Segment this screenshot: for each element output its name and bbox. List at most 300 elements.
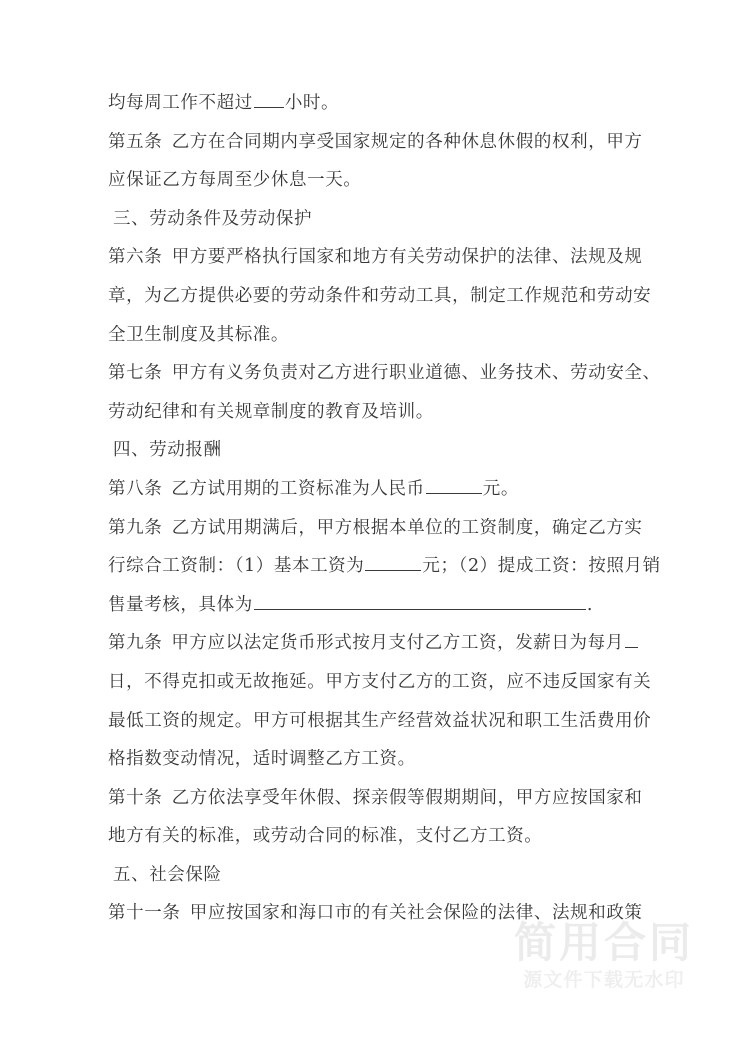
glyph: 的 <box>497 247 516 268</box>
glyph: 一 <box>144 903 163 924</box>
glyph: 业 <box>479 363 498 384</box>
glyph: 价 <box>633 710 652 731</box>
glyph: 和 <box>506 710 525 731</box>
glyph: ， <box>488 671 507 692</box>
text-run: 行综合工资制：（1）基本工资为 <box>108 556 365 577</box>
text-run: 五、社会保险 <box>113 864 222 885</box>
glyph: 安 <box>633 285 652 306</box>
glyph: 或 <box>216 671 235 692</box>
text-run: 三、劳动条件及劳动保护 <box>113 208 313 229</box>
glyph: 有 <box>207 363 227 384</box>
glyph: 根 <box>307 710 326 731</box>
glyph: 甲 <box>316 517 335 538</box>
glyph: 效 <box>433 710 453 731</box>
glyph: 策 <box>624 903 643 924</box>
glyph: 道 <box>425 363 444 384</box>
glyph: 方 <box>533 787 552 808</box>
glyph: 方 <box>606 517 625 538</box>
glyph: 延 <box>289 671 308 692</box>
glyph: 对 <box>298 363 317 384</box>
glyph: 状 <box>470 710 489 731</box>
glyph: 乙 <box>171 131 190 152</box>
glyph: 进 <box>352 363 371 384</box>
glyph: 法 <box>497 903 516 924</box>
document-line <box>108 702 652 741</box>
text-run: 格指数变动情况，适时调整乙方工资。 <box>108 749 416 770</box>
glyph: 提 <box>198 285 217 306</box>
glyph: 休 <box>461 131 480 152</box>
glyph: 工 <box>144 710 163 731</box>
text-run: 地方有关的标准，或劳动合同的标准，支付乙方工资。 <box>108 826 543 847</box>
glyph: 支 <box>361 671 380 692</box>
text-run: 售量考核，具体为 <box>108 594 253 615</box>
glyph: 劳 <box>425 247 444 268</box>
glyph: 条 <box>144 363 163 384</box>
glyph: 各 <box>425 131 444 152</box>
glyph: 行 <box>280 247 299 268</box>
glyph: 期 <box>443 787 462 808</box>
glyph: ， <box>452 285 471 306</box>
glyph: 规 <box>624 247 643 268</box>
text-run: 四、劳动报酬 <box>113 440 222 461</box>
glyph: 动 <box>588 363 607 384</box>
glyph: 条 <box>144 131 163 152</box>
document-line <box>108 817 636 856</box>
glyph: 国 <box>244 903 263 924</box>
glyph: 地 <box>352 247 371 268</box>
glyph: 、 <box>461 363 480 384</box>
watermark-main-text: 简用合同 <box>513 918 694 968</box>
glyph: 规 <box>198 710 217 731</box>
fill-in-blank[interactable] <box>254 593 586 610</box>
document-line <box>108 84 636 123</box>
text-run: 劳动纪律和有关规章制度的教育及培训。 <box>108 401 434 422</box>
glyph: 家 <box>316 247 335 268</box>
glyph: 关 <box>407 247 426 268</box>
glyph: 保 <box>443 903 462 924</box>
glyph: 、 <box>533 903 552 924</box>
glyph: 六 <box>126 247 145 268</box>
document-line <box>108 354 661 393</box>
glyph: 甲 <box>515 787 534 808</box>
glyph: 第 <box>108 363 127 384</box>
glyph: 的 <box>533 131 552 152</box>
glyph: 据 <box>325 710 344 731</box>
glyph: 本 <box>389 517 408 538</box>
glyph: 其 <box>343 710 362 731</box>
glyph: 条 <box>162 903 181 924</box>
glyph: 依 <box>207 787 227 808</box>
glyph: 后 <box>280 517 299 538</box>
glyph: 劳 <box>379 285 398 306</box>
glyph: 方 <box>370 247 389 268</box>
document-line <box>108 547 661 586</box>
document-line <box>108 779 643 818</box>
glyph: 按 <box>226 903 245 924</box>
glyph: 经 <box>397 710 416 731</box>
glyph: 应 <box>506 671 525 692</box>
glyph: 条 <box>144 247 163 268</box>
glyph: 假 <box>425 787 444 808</box>
glyph: 要 <box>207 247 227 268</box>
glyph: 工 <box>542 710 561 731</box>
glyph: 法 <box>226 787 245 808</box>
glyph: 无 <box>234 671 253 692</box>
glyph: 会 <box>425 903 444 924</box>
glyph: 生 <box>361 710 380 731</box>
glyph: 和 <box>334 247 353 268</box>
glyph: 度 <box>515 517 534 538</box>
glyph <box>162 123 171 162</box>
glyph: 方 <box>270 710 290 731</box>
glyph: 术 <box>533 363 552 384</box>
glyph: 险 <box>461 903 480 924</box>
glyph: 方 <box>189 131 208 152</box>
glyph: 故 <box>252 671 271 692</box>
glyph: 权 <box>551 131 571 152</box>
glyph: 国 <box>578 671 597 692</box>
glyph: 劳 <box>596 285 616 306</box>
glyph: 条 <box>144 787 163 808</box>
glyph: 休 <box>298 787 317 808</box>
glyph: 亲 <box>370 787 389 808</box>
glyph: 资 <box>470 671 489 692</box>
glyph: 的 <box>443 517 462 538</box>
glyph: 期 <box>244 517 263 538</box>
glyph: 国 <box>334 131 353 152</box>
glyph: 等 <box>407 787 426 808</box>
glyph: 范 <box>560 285 579 306</box>
glyph: 年 <box>280 787 299 808</box>
glyph: 有 <box>370 903 389 924</box>
glyph: 定 <box>389 131 408 152</box>
glyph: 第 <box>108 247 127 268</box>
document-line <box>108 470 636 509</box>
text-run: 全卫生制度及其标准。 <box>108 324 289 345</box>
glyph: 同 <box>244 131 263 152</box>
glyph: 五 <box>126 131 145 152</box>
glyph <box>162 354 171 393</box>
glyph: 和 <box>588 903 607 924</box>
glyph: 劳 <box>289 285 308 306</box>
glyph: 保 <box>461 247 480 268</box>
glyph: 的 <box>270 285 290 306</box>
glyph: 律 <box>515 903 534 924</box>
glyph: 及 <box>606 247 625 268</box>
glyph: 规 <box>370 131 389 152</box>
glyph: 方 <box>415 671 434 692</box>
glyph: 的 <box>433 671 453 692</box>
document-line <box>108 740 636 779</box>
glyph: 乙 <box>171 787 190 808</box>
document-line <box>108 663 652 702</box>
section-heading <box>108 200 636 239</box>
glyph: 具 <box>433 285 453 306</box>
glyph: 甲 <box>325 671 344 692</box>
glyph: 定 <box>488 285 507 306</box>
glyph: 和 <box>280 903 299 924</box>
text-run: 第八条 <box>108 478 163 499</box>
glyph: 方 <box>189 517 208 538</box>
glyph: 、 <box>334 787 353 808</box>
fill-in-blank[interactable] <box>254 91 284 108</box>
glyph: 工 <box>461 517 480 538</box>
glyph: 、 <box>551 363 571 384</box>
glyph: 。 <box>307 671 326 692</box>
glyph: 家 <box>262 903 281 924</box>
glyph: 第 <box>108 903 127 924</box>
glyph: 生 <box>560 710 579 731</box>
glyph: 劳 <box>570 363 589 384</box>
glyph: 应 <box>551 787 571 808</box>
glyph: 十 <box>126 787 145 808</box>
glyph: 合 <box>226 131 245 152</box>
glyph: 拖 <box>270 671 290 692</box>
glyph: 乙 <box>316 363 335 384</box>
glyph: 活 <box>578 710 597 731</box>
glyph: 受 <box>316 131 335 152</box>
glyph: 法 <box>515 247 534 268</box>
glyph: 方 <box>334 517 353 538</box>
glyph: 费 <box>596 710 616 731</box>
glyph: 法 <box>570 247 589 268</box>
section-heading <box>108 856 636 895</box>
glyph: 享 <box>244 787 263 808</box>
glyph: ， <box>298 517 317 538</box>
glyph: 按 <box>570 787 589 808</box>
text-run: 小时。 <box>284 93 340 113</box>
glyph: 确 <box>551 517 571 538</box>
glyph: 利 <box>570 131 589 152</box>
glyph: 违 <box>542 671 561 692</box>
glyph: 德 <box>443 363 462 384</box>
watermark-sub-text: 源文件下载无水印 <box>523 969 685 992</box>
glyph: 义 <box>226 363 245 384</box>
glyph: 不 <box>144 671 163 692</box>
glyph: 规 <box>570 903 589 924</box>
glyph: 实 <box>624 517 643 538</box>
glyph: 海 <box>298 903 317 924</box>
glyph: 工 <box>506 285 525 306</box>
document-line <box>108 894 643 933</box>
glyph: 七 <box>126 363 145 384</box>
fill-in-blank[interactable] <box>365 554 421 571</box>
glyph: 低 <box>126 710 145 731</box>
glyph: 和 <box>578 285 597 306</box>
glyph <box>180 894 189 933</box>
glyph: 责 <box>280 363 299 384</box>
glyph: 乙 <box>588 517 607 538</box>
glyph: 定 <box>570 517 589 538</box>
glyph: 有 <box>615 671 634 692</box>
glyph: 动 <box>397 285 416 306</box>
glyph: 工 <box>415 285 434 306</box>
fill-in-blank[interactable] <box>426 477 482 494</box>
glyph: 家 <box>606 787 625 808</box>
glyph: ， <box>533 517 552 538</box>
glyph: 规 <box>588 247 607 268</box>
glyph: 探 <box>352 787 371 808</box>
text-run: 均每周工作不超过 <box>108 93 253 113</box>
glyph: 期 <box>262 131 281 152</box>
glyph: 社 <box>407 903 426 924</box>
glyph: 休 <box>497 131 516 152</box>
glyph: 满 <box>262 517 281 538</box>
glyph: 法 <box>551 903 571 924</box>
glyph: 内 <box>280 131 299 152</box>
glyph: 第 <box>108 787 127 808</box>
document-line <box>108 393 636 432</box>
glyph: 反 <box>560 671 579 692</box>
glyph: 日 <box>108 671 127 692</box>
document-text-body <box>108 84 661 933</box>
glyph <box>162 238 171 277</box>
glyph: ， <box>126 285 145 306</box>
glyph: 必 <box>234 285 253 306</box>
glyph <box>162 509 171 548</box>
glyph: 假 <box>389 787 408 808</box>
text-run: 甲方应以法定货币形式按月支付乙方工资，发薪日为每月 <box>171 633 624 654</box>
glyph: 不 <box>524 671 543 692</box>
glyph: 乙 <box>397 671 416 692</box>
glyph: 应 <box>207 903 227 924</box>
glyph: 政 <box>606 903 625 924</box>
glyph: 的 <box>180 710 199 731</box>
glyph: 和 <box>361 285 380 306</box>
glyph: 执 <box>262 247 281 268</box>
glyph: 况 <box>488 710 507 731</box>
glyph: 息 <box>479 131 498 152</box>
document-line <box>108 624 636 663</box>
glyph: 动 <box>307 285 326 306</box>
glyph: 要 <box>252 285 271 306</box>
glyph: 的 <box>407 131 426 152</box>
glyph: 方 <box>624 131 643 152</box>
glyph: ， <box>126 671 145 692</box>
glyph: 安 <box>606 363 625 384</box>
document-line <box>108 586 636 625</box>
glyph: 动 <box>615 285 634 306</box>
glyph: 国 <box>298 247 317 268</box>
glyph: 件 <box>343 285 362 306</box>
glyph: 制 <box>497 517 516 538</box>
text-run: 第九条 <box>108 633 163 654</box>
glyph: 工 <box>452 671 471 692</box>
document-line <box>108 161 636 200</box>
glyph: 供 <box>216 285 235 306</box>
text-run: 元。 <box>482 478 519 499</box>
glyph: ， <box>588 131 607 152</box>
glyph: 甲 <box>252 710 271 731</box>
glyph: 假 <box>316 787 335 808</box>
glyph: 克 <box>180 671 199 692</box>
glyph: 条 <box>325 285 344 306</box>
glyph: 甲 <box>189 903 208 924</box>
glyph: 用 <box>226 517 245 538</box>
glyph: 动 <box>443 247 462 268</box>
glyph: 技 <box>515 363 534 384</box>
glyph: 作 <box>524 285 543 306</box>
glyph: 根 <box>352 517 371 538</box>
glyph: 业 <box>407 363 426 384</box>
glyph: 乙 <box>171 517 190 538</box>
glyph: 的 <box>479 903 498 924</box>
glyph: 第 <box>108 131 127 152</box>
glyph: 得 <box>162 671 181 692</box>
glyph: 乙 <box>162 285 181 306</box>
glyph: 受 <box>262 787 281 808</box>
glyph: 期 <box>461 787 480 808</box>
glyph: 关 <box>389 903 408 924</box>
fill-in-blank[interactable] <box>625 631 638 648</box>
glyph: 格 <box>244 247 263 268</box>
glyph: 资 <box>479 517 498 538</box>
glyph: 和 <box>624 787 643 808</box>
glyph: 、 <box>551 247 571 268</box>
section-heading <box>108 431 636 470</box>
glyph <box>162 779 171 818</box>
glyph: 方 <box>189 363 208 384</box>
glyph: 市 <box>334 903 353 924</box>
glyph: 负 <box>262 363 281 384</box>
glyph: 方 <box>334 363 353 384</box>
glyph: 据 <box>370 517 389 538</box>
glyph: 方 <box>189 787 208 808</box>
glyph: 全 <box>624 363 643 384</box>
glyph: 关 <box>633 671 652 692</box>
glyph: 家 <box>352 131 371 152</box>
glyph: 务 <box>244 363 263 384</box>
document-line <box>108 238 643 277</box>
glyph: 国 <box>588 787 607 808</box>
glyph: 有 <box>389 247 408 268</box>
glyph: 务 <box>497 363 516 384</box>
glyph: 甲 <box>171 247 190 268</box>
glyph: 、 <box>642 363 661 384</box>
glyph: 营 <box>415 710 434 731</box>
glyph: 单 <box>407 517 426 538</box>
glyph: 试 <box>207 517 227 538</box>
glyph: 用 <box>615 710 634 731</box>
glyph: 产 <box>379 710 398 731</box>
document-line <box>108 123 643 162</box>
text-run: 乙方试用期的工资标准为人民币 <box>171 478 425 499</box>
glyph: 护 <box>479 247 498 268</box>
glyph: 条 <box>144 517 163 538</box>
document-line <box>108 277 652 316</box>
glyph: 九 <box>126 517 145 538</box>
glyph: 。 <box>234 710 253 731</box>
glyph: 严 <box>226 247 245 268</box>
glyph: 的 <box>352 903 371 924</box>
glyph: 付 <box>379 671 398 692</box>
glyph: 方 <box>180 285 199 306</box>
glyph: 益 <box>452 710 471 731</box>
text-run: 应保证乙方每周至少休息一天。 <box>108 170 362 191</box>
glyph: 扣 <box>198 671 217 692</box>
glyph: 行 <box>370 363 389 384</box>
glyph: 定 <box>216 710 235 731</box>
glyph: 可 <box>289 710 308 731</box>
glyph: 甲 <box>606 131 625 152</box>
glyph: 最 <box>108 710 127 731</box>
document-line <box>108 316 636 355</box>
document-line <box>108 509 643 548</box>
glyph: 职 <box>524 710 543 731</box>
glyph: 资 <box>162 710 181 731</box>
glyph: 种 <box>443 131 462 152</box>
text-run: . <box>586 594 593 615</box>
